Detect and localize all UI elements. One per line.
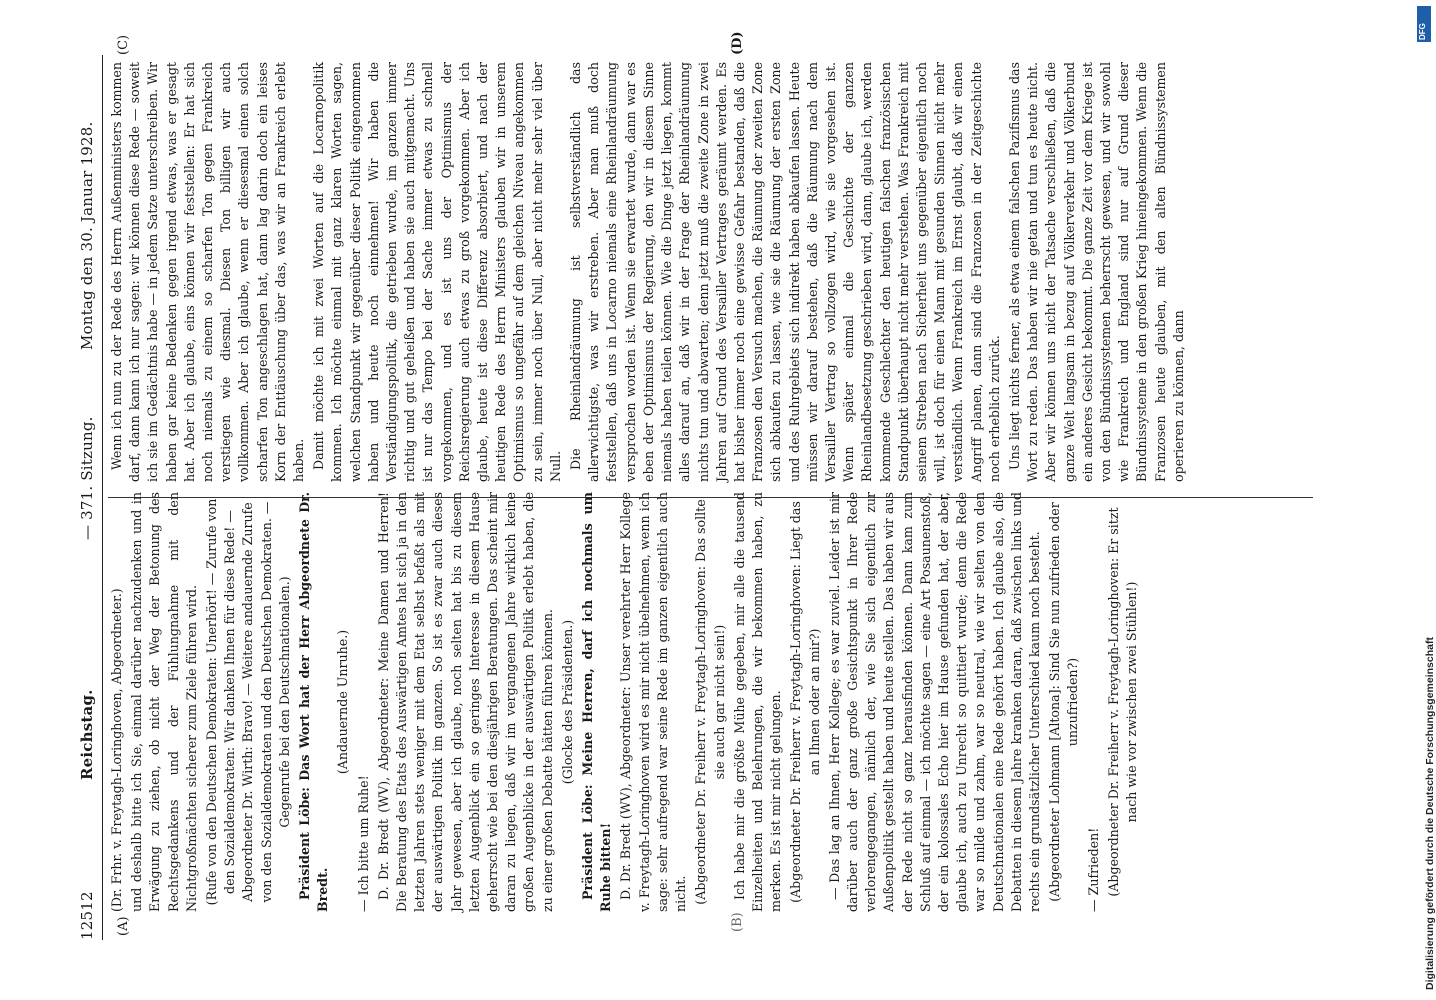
paragraph: und deshalb bitte ich Sie, einmal darüber nachzudenken und in Erwägung zu ziehen, ob nicht der Weg der Betonung des Rechtsgedankens und der Fühlungnahme mit den Nichtgroßmächten sicherer zum Ziele führen wird. — [129, 492, 199, 912]
paragraph: — Zufrieden! — [1085, 827, 1101, 912]
sitting-number: — 371. Sitzung. — [78, 416, 96, 540]
interjection: (Abgeordneter Lohmann [Altona]: Sind Sie nun zufrieden oder unzufrieden?) — [1047, 502, 1081, 902]
dfg-logo: DFG — [1417, 6, 1431, 42]
interjection: (Abgeordneter Dr. Freiherr v. Freytagh-Loringhoven: Das sollte sie auch gar nicht sein!) — [693, 499, 727, 905]
paragraph: D. Dr. Bredt (WV), Abgeordneter: Meine Damen und Herren! Die Beratung des Etats des Auswärtigen Amtes hat sich ja in den letzten Jahren stets weniger mit dem Etat selbst befaßt als mit der auswärtigen Politik im ganzen. So ist es zwar auch dieses Jahr gewesen, aber ich glaube, noch selten hat bis zu diesem letzten Augenblick ein so geringes Interesse in diesem Hause geherrscht wie bei den diesjährigen Beratungen. Das scheint mir daran zu liegen, daß wir im vergangenen Jahre wirklich keine großen Augenblicke in der auswärtigen Politik erlebt haben, die zu einer großen Debatte hätten führen können. — [375, 492, 555, 912]
margin-marker-d: (D) — [730, 31, 745, 55]
interjection: (Andauernde Unruhe.) — [335, 629, 351, 775]
interjection: (Abgeordneter Dr. Freiherr v. Freytagh-Loringhoven: Er sitzt nach wie vor zwischen zwei Stühlen!) — [1105, 507, 1139, 897]
paragraph: Ich habe mir die größte Mühe gegeben, mir alle die tausend Einzelheiten und Belehrungen, die wir bekommen haben, zu merken. Es ist mir nicht gelungen. — [731, 492, 784, 912]
margin-marker-c: (C) — [116, 34, 131, 55]
page-number: 12512 — [78, 891, 96, 940]
speaker-continuation: (Dr. Frhr. v. Freytagh-Loringhoven, Abgeordneter.) — [109, 588, 124, 912]
paragraph: D. Dr. Bredt (WV), Abgeordneter: Unser verehrter Herr Kollege v. Freytagh-Loringhoven wird es mir nicht übelnehmen, wenn ich sage: sehr aufregend war seine Rede im ganzen eigentlich auch nicht. — [618, 492, 689, 912]
paragraph: Die Rheinlandräumung ist selbstverständlich das allerwichtigste, was wir erstreben. Aber man muß doch feststellen, daß uns in Locarno niemals eine Rheinlandräumung versprochen worden ist. Wenn sie erwartet wurde, dann war es eben der Optimismus der Regierung, den wir in diesem Sinne niemals haben teilen können. Wie die Dinge jetzt liegen, kommt alles darauf an, daß wir in der Frage der Rheinlandräumung nichts tun und abwarten; denn jetzt muß die zweite Zone in zwei Jahren auf Grund des Versailler Vertrages geräumt werden. Es hat bisher immer noch eine gewisse Gefahr bestanden, daß die Franzosen den Versuch machen, die Räumung der zweiten Zone sich abkaufen zu lassen, wie sie die Räumung der ersten Zone und des Ruhrgebiets sich indirekt haben abkaufen lassen. Heute müssen wir darauf bestehen, daß die Räumung nach dem Versailler Vertrag so vollzogen wird, wie sie vorgesehen ist. Wenn später einmal die Geschichte der ganzen Rheinlandbesetzung geschrieben wird, dann, glaube ich, werden kommende Geschlechter den heutigen falschen französischen Standpunkt überhaupt nicht mehr verstehen. Was Frankreich mit seinem Streben nach Sicherheit uns gegenüber eigentlich noch will, ist doch für einen Mann mit gesunden Sinnen nicht mehr verständlich. Wenn Frankreich im Ernst glaubt, daß wir einen Angriff planen, dann sind die Franzosen in der Zeitgeschichte noch erheblich zurück. — [568, 62, 1002, 482]
interjection: (Glocke des Präsidenten.) — [559, 619, 575, 785]
paragraph: — Das lag an Ihnen, Herr Kollege; es war zuviel. Leider ist mir darüber auch der ganz große Gesichtspunkt in Ihrer Rede verlorengegangen, nämlich der, wie Sie sich eigentlich zur Außenpolitik gestellt haben und heute stellen. Das haben wir aus der Rede nicht so ganz herausfinden können. Dann kam zum Schluß auf einmal — ich möchte sagen — eine Art Posaunenstoß, der ein kolossales Echo hier im Hause gefunden hat, der aber, glaube ich, auch zu Unrecht so quittiert wurde; denn die Rede war so milde und zahm, war so neutral, wie wir selten von den Deutschnationalen eine Rede gehört haben. Ich glaube also, die Debatten in diesem Jahre kranken daran, daß zwischen links und rechts ein grundsätzlicher Unterschied kaum noch besteht. — [826, 492, 1042, 912]
interjection: (Rufe von den Deutschen Demokraten: Unerhört! — Zurufe von den Sozialdemokraten: Wir danken Ihnen für diese Rede! — Abgeordneter Dr. Wirth: Bravo! — Weitere andauernde Zurufe von den Sozialdemokraten und den Deutschen Demokraten. — Gegenrufe bei den Deutschnationalen.) — [204, 498, 292, 906]
margin-marker-b: (B) — [730, 912, 745, 932]
margin-marker-a: (A) — [116, 916, 131, 936]
page-header — [78, 40, 102, 940]
digitization-credit: Digitalisierung gefördert durch die Deutsche Forschungsgemeinschaft — [1424, 637, 1436, 990]
header-rule — [102, 55, 103, 940]
running-title: Reichstag. — [78, 689, 96, 780]
left-column — [108, 492, 1143, 912]
session-date: Montag den 30. Januar 1928. — [78, 121, 96, 350]
right-column — [108, 62, 1190, 482]
paragraph: Wenn ich nun zu der Rede des Herrn Außenministers kommen darf, dann kann ich nur sagen: wir können diese Rede — soweit ich sie im Gedächtnis habe — in jedem Satze unterschreiben. Wir haben gar keine Bedenken gegen irgend etwas, was er gesagt hat. Aber ich glaube, eins können wir feststellen: Er hat sich noch niemals zu einem so scharfen Ton gegen Frankreich verstiegen wie diesmal. Diesen Ton billigen wir auch vollkommen. Aber ich glaube, wenn er diesesmal einen solch scharfen Ton angeschlagen hat, dann lag darin doch ein leises Korn der Enttäuschung über das, was wir an Frankreich erlebt haben. — [109, 62, 307, 482]
speaker-line: Präsident Löbe: Das Wort hat der Herr Abgeordnete Dr. Bredt. — [297, 492, 331, 912]
paragraph: Uns liegt nichts ferner, als etwa einem falschen Pazifismus das Wort zu reden. Das haben wir nie getan und tun es heute nicht. Aber wir können uns nicht der Tatsache verschließen, daß die ganze Welt langsam in bezug auf Völkerverkehr und Völkerbund ein anderes Gesicht bekommt. Die ganze Zeit vor dem Kriege ist von den Bündnissystemen beherrscht gewesen, und wir sowohl wie Frankreich und England sind nur auf Grund dieser Bündnissysteme in den großen Krieg hineingekommen. Wenn die Franzosen heute glauben, mit den alten Bündnissystemen operieren zu können, dann — [1006, 62, 1186, 482]
paragraph: — Ich bitte um Ruhe! — [355, 775, 371, 912]
speaker-line: Präsident Löbe: Meine Herren, darf ich nochmals um Ruhe bitten! — [580, 492, 614, 912]
paragraph: Damit möchte ich mit zwei Worten auf die Locarnopolitik kommen. Ich möchte einmal mit ganz klaren Worten sagen, welchen Standpunkt wir gegenüber dieser Politik eingenommen haben und heute noch einnehmen! Wir haben die Verständigungspolitik, die getrieben wurde, im ganzen immer richtig und gut geheißen und haben sie auch mitgemacht. Uns ist nur das Tempo bei der Sache immer etwas zu schnell vorgekommen, und es ist uns der Optimismus der Reichsregierung auch etwas zu groß vorgekommen. Aber ich glaube, heute ist diese Differenz absorbiert, und nach der heutigen Rede des Herrn Ministers glauben wir in unserem Optimismus so ungefähr auf dem gleichen Niveau angekommen zu sein, immer noch über Null, aber nicht mehr sehr viel über Null. — [311, 62, 563, 482]
interjection: (Abgeordneter Dr. Freiherr v. Freytagh-Loringhoven: Liegt das an Ihnen oder an mir?) — [788, 501, 822, 903]
